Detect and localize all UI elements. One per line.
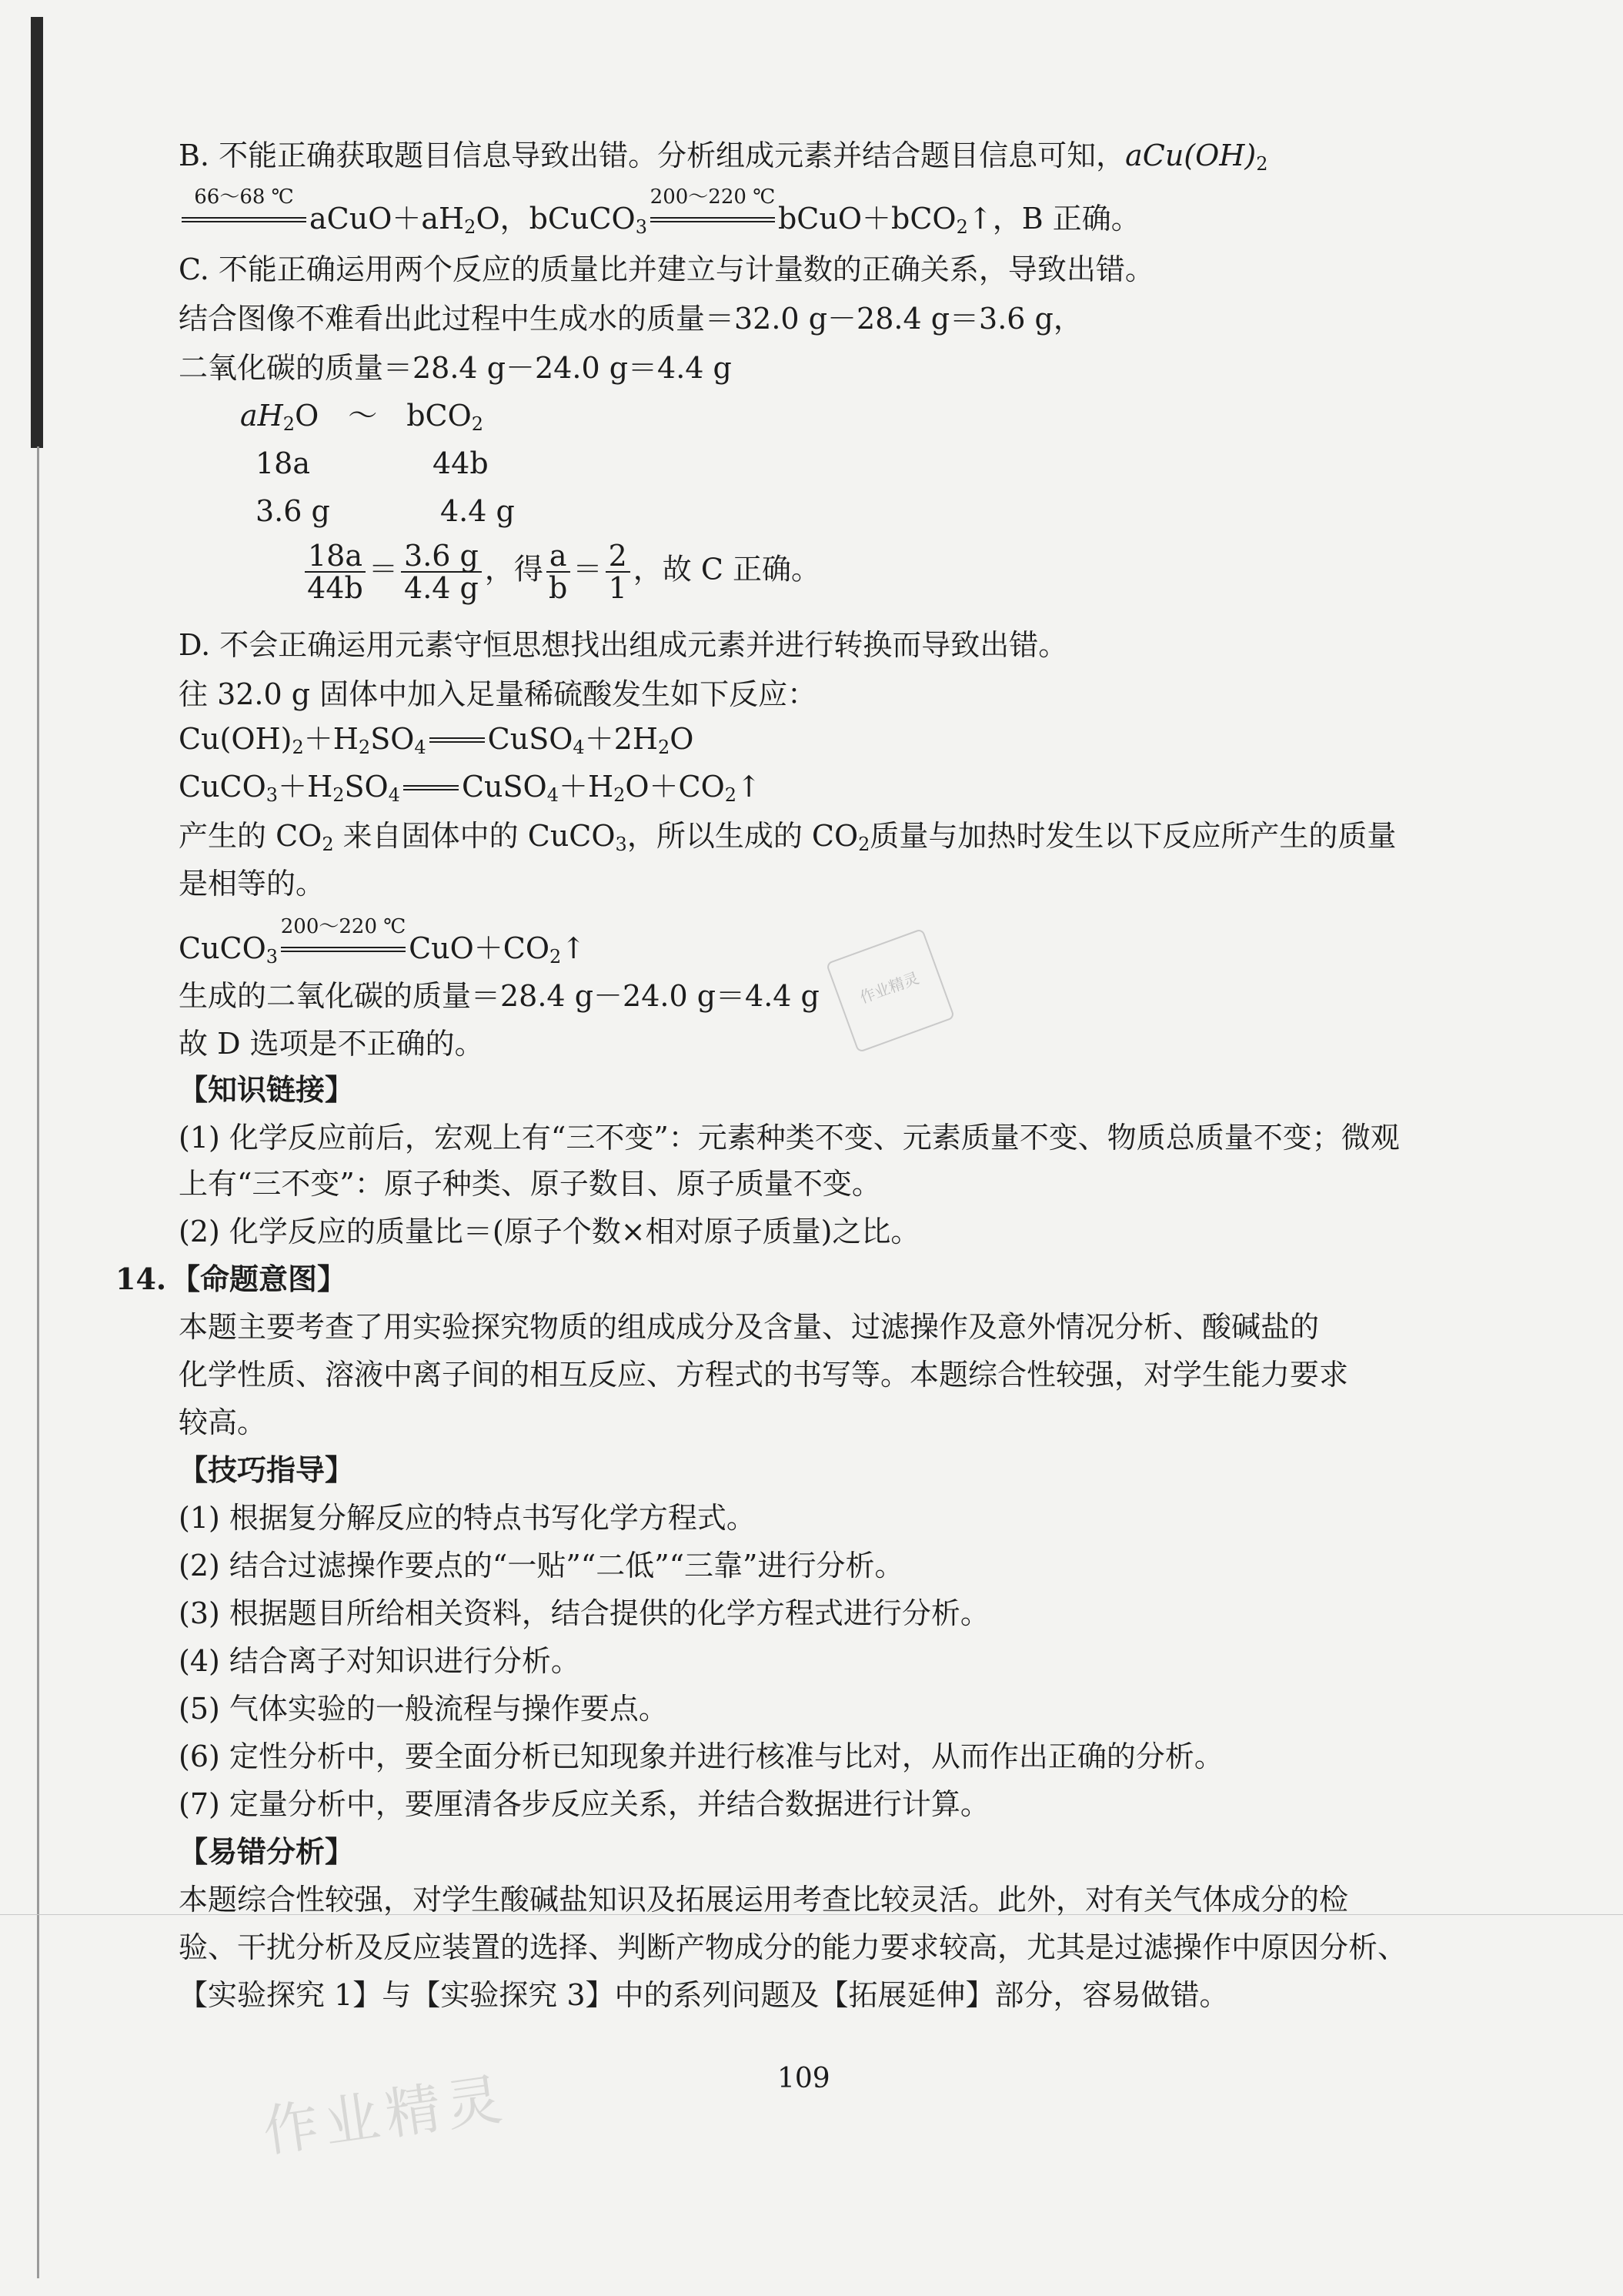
ratio-row-coefficient-a: 18a <box>255 446 311 480</box>
section-heading-intent: 【命题意图】 <box>171 1262 347 1296</box>
text: B. 不能正确获取题目信息导致出错。分析组成元素并结合题目信息可知， <box>179 139 1126 172</box>
errors-line1: 本题综合性较强，对学生酸碱盐知识及拓展运用考查比较灵活。此外，对有关气体成分的检 <box>179 1883 1349 1917</box>
ratio-row-mass-a: 3.6 g <box>255 494 330 528</box>
intent-line2: 化学性质、溶液中离子间的相互反应、方程式的书写等。本题综合性较强，对学生能力要求 <box>179 1358 1349 1392</box>
ratio-row-coefficient-b: 44b <box>432 446 489 480</box>
option-d-line2: 往 32.0 g 固体中加入足量稀硫酸发生如下反应： <box>179 677 817 711</box>
option-c-line3: 二氧化碳的质量＝28.4 g－24.0 g＝4.4 g <box>179 351 732 385</box>
formula: bCuO＋bCO <box>777 202 957 236</box>
option-d-line8: 生成的二氧化碳的质量＝28.4 g－24.0 g＝4.4 g <box>179 979 820 1013</box>
formula: O，bCuCO <box>476 202 636 236</box>
formula: aCu(OH) <box>1125 139 1257 172</box>
fraction: $\frac{3.6 g}{4.4 g}$ <box>401 540 482 603</box>
binding-line <box>37 446 39 2278</box>
intent-line1: 本题主要考查了用实验探究物质的组成成分及含量、过滤操作及意外情况分析、酸碱盐的 <box>179 1310 1320 1344</box>
option-d-line9: 故 D 选项是不正确的。 <box>179 1027 484 1061</box>
ratio-row-mass-b: 4.4 g <box>440 494 515 528</box>
tip-2: (2) 结合过滤操作要点的“一贴”“二低”“三靠”进行分析。 <box>179 1549 904 1582</box>
section-heading-knowledge: 【知识链接】 <box>179 1072 355 1107</box>
ratio-equation: $\frac{18a}{44b}$ ＝ $\frac{3.6 g}{4.4 g}$ ，得 $\frac{a}{b}$ ＝ $\frac{2}{1}$ ，故 C 正确。 <box>302 540 820 603</box>
option-c-line1: C. 不能正确运用两个反应的质量比并建立与计量数的正确关系，导致出错。 <box>179 252 1154 286</box>
section-heading-errors: 【易错分析】 <box>179 1834 355 1869</box>
intent-line3: 较高。 <box>179 1405 267 1439</box>
reaction-condition-arrow: 200～220 ℃ <box>278 931 409 965</box>
tip-5: (5) 气体实验的一般流程与操作要点。 <box>179 1692 668 1726</box>
option-c-line2: 结合图像不难看出此过程中生成水的质量＝32.0 g－28.4 g＝3.6 g， <box>179 302 1083 336</box>
watermark: 作业精灵 <box>259 2066 513 2164</box>
tip-3: (3) 根据题目所给相关资料，结合提供的化学方程式进行分析。 <box>179 1596 990 1630</box>
errors-line2: 验、干扰分析及反应装置的选择、判断产物成分的能力要求较高，尤其是过滤操作中原因分析、 <box>179 1930 1408 1964</box>
fraction: $\frac{18a}{44b}$ <box>305 540 366 603</box>
fraction: $\frac{2}{1}$ <box>606 540 630 603</box>
ratio-row-formula: $aH_2O$ ～ bCO$_2$ <box>240 399 484 435</box>
knowledge-2: (2) 化学反应的质量比＝(原子个数×相对原子质量)之比。 <box>179 1215 920 1248</box>
option-d-line1: D. 不会正确运用元素守恒思想找出组成元素并进行转换而导致出错。 <box>179 628 1068 662</box>
knowledge-1-cont: 上有“三不变”：原子种类、原子数目、原子质量不变。 <box>179 1167 881 1201</box>
knowledge-1: (1) 化学反应前后，宏观上有“三不变”：元素种类不变、元素质量不变、物质总质量不变；微观 <box>179 1121 1400 1155</box>
reaction-condition-arrow: 66～68 ℃ <box>179 202 309 236</box>
equation-3: CuCO$_3$ 200～220 ℃ $CuO+CO_2↑$ <box>179 915 586 968</box>
errors-line3: 【实验探究 1】与【实验探究 3】中的系列问题及【拓展延伸】部分，容易做错。 <box>179 1978 1229 2012</box>
option-d-line5: 产生的 $CO_2$ 来自固体中的 CuCO$_3$，所以生成的 $CO_2$质量与加热时发生以下反应所产生的质量 <box>179 819 1397 855</box>
option-b-line2: 66～68 ℃ $aCuO+aH_2O$，bCuCO$_3$ 200～220 ℃ bCuO＋bCO$_2$↑，B 正确。 <box>179 202 1140 236</box>
tip-7: (7) 定量分析中，要厘清各步反应关系，并结合数据进行计算。 <box>179 1787 990 1821</box>
section-heading-tips: 【技巧指导】 <box>179 1452 355 1487</box>
option-b-line1: B. 不能正确获取题目信息导致出错。分析组成元素并结合题目信息可知，$aCu(OH)_2$ <box>179 139 1268 175</box>
reaction-condition-arrow: 200～220 ℃ <box>647 202 778 236</box>
text: ↑，B 正确。 <box>967 202 1140 236</box>
binding-edge <box>31 17 43 448</box>
watermark-stamp: 作业精灵 <box>826 928 955 1053</box>
page-number: 109 <box>777 2063 830 2094</box>
fraction: $\frac{a}{b}$ <box>546 540 570 603</box>
tip-4: (4) 结合离子对知识进行分析。 <box>179 1644 580 1678</box>
formula: aCuO＋aH <box>309 202 465 236</box>
question-number: 14. <box>115 1262 167 1296</box>
tip-1: (1) 根据复分解反应的特点书写化学方程式。 <box>179 1501 756 1535</box>
equation-2: $CuCO_3+H_2SO_4$ $CuSO_4+H_2O+CO_2↑$ <box>179 770 761 806</box>
option-d-line6: 是相等的。 <box>179 867 326 901</box>
tip-6: (6) 定性分析中，要全面分析已知现象并进行核准与比对，从而作出正确的分析。 <box>179 1740 1224 1773</box>
equation-1: $Cu(OH)_2+H_2SO_4$ $CuSO_4+2H_2O$ <box>179 722 694 758</box>
